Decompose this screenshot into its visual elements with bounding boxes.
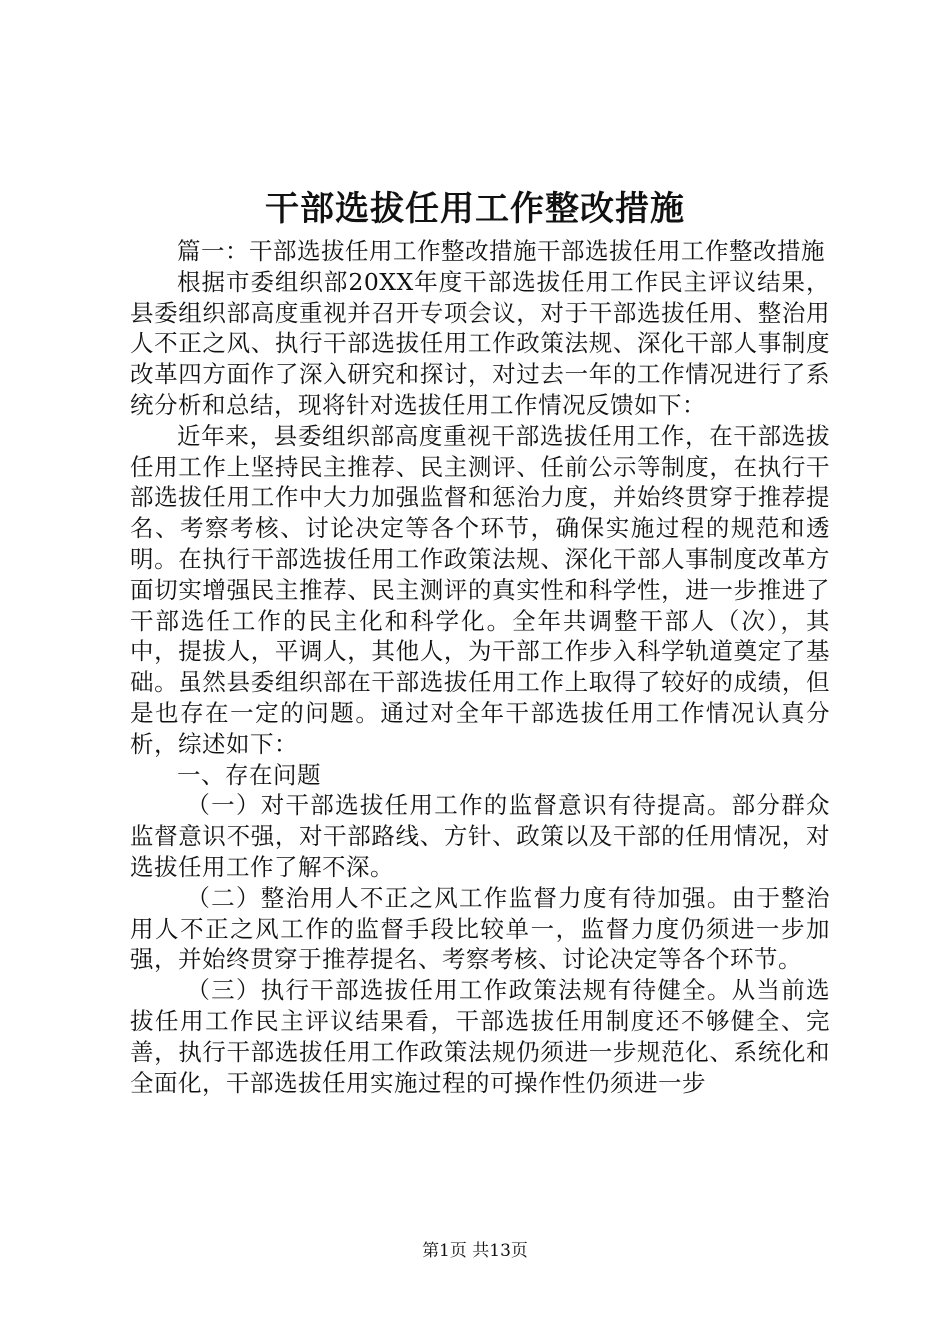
paragraph-intro: 根据市委组织部20XX年度干部选拔任用工作民主评议结果，县委组织部高度重视并召开专项会议，对于干部选拔任用、整治用人不正之风、执行干部选拔任用工作政策法规、深化干部人事制度改革四方面作了深入研究和探讨，对过去一年的工作情况进行了系统分析和总结，现将针对选拔任用工作情况反馈如下： bbox=[130, 267, 830, 419]
problem-item-1: （一）对干部选拔任用工作的监督意识有待提高。部分群众监督意识不强，对干部路线、方针、政策以及干部的任用情况，对选拔任用工作了解不深。 bbox=[130, 791, 830, 881]
problem-item-2: （二）整治用人不正之风工作监督力度有待加强。由于整治用人不正之风工作的监督手段比较单一，监督力度仍须进一步加强，并始终贯穿于推荐提名、考察考核、讨论决定等各个环节。 bbox=[130, 883, 830, 974]
paragraph-source: 篇一：干部选拔任用工作整改措施干部选拔任用工作整改措施 bbox=[177, 237, 825, 265]
document-title: 干部选拔任用工作整改措施 bbox=[265, 189, 685, 229]
problem-item-3: （三）执行干部选拔任用工作政策法规有待健全。从当前选拔任用工作民主评议结果看，干部选拔任用制度还不够健全、完善，执行干部选拔任用工作政策法规仍须进一步规范化、系统化和全面化，干部选拔任用实施过程的可操作性仍须进一步 bbox=[130, 976, 830, 1097]
paragraph-overview: 近年来，县委组织部高度重视干部选拔任用工作，在干部选拔任用工作上坚持民主推荐、民主测评、任前公示等制度，在执行干部选拔任用工作中大力加强监督和惩治力度，并始终贯穿于推荐提名、考察考核、讨论决定等各个环节，确保实施过程的规范和透明。在执行干部选拔任用工作政策法规、深化干部人事制度改革方面切实增强民主推荐、民主测评的真实性和科学性，进一步推进了干部选任工作的民主化和科学化。全年共调整干部人（次），其中，提拔人，平调人，其他人，为干部工作步入科学轨道奠定了基础。虽然县委组织部在干部选拔任用工作上取得了较好的成绩，但是也存在一定的问题。通过对全年干部选拔任用工作情况认真分析，综述如下： bbox=[130, 421, 830, 758]
document-body bbox=[130, 236, 830, 1098]
section-heading-problems: 一、存在问题 bbox=[177, 760, 321, 789]
page-number-footer: 第1页 共13页 bbox=[422, 1241, 528, 1261]
